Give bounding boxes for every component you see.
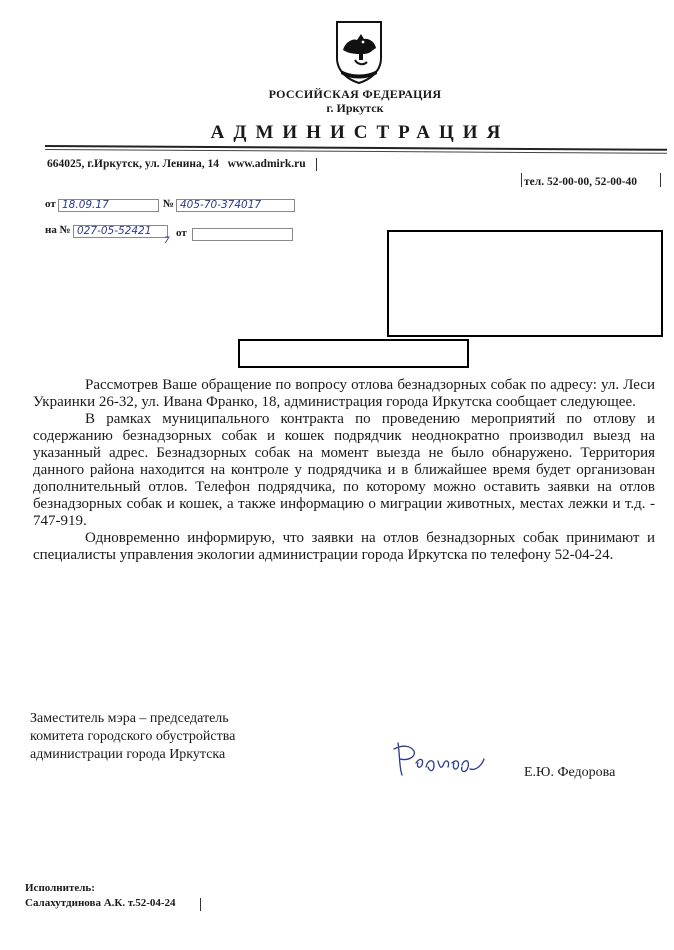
country-name: РОССИЙСКАЯ ФЕДЕРАЦИЯ bbox=[268, 87, 442, 101]
signatory-title-line-3: администрации города Иркутска bbox=[30, 747, 226, 762]
redacted-salutation bbox=[238, 339, 469, 368]
executor-separator bbox=[200, 898, 201, 911]
address-line bbox=[47, 158, 323, 171]
signatory-title-line-1: Заместитель мэра – председатель bbox=[30, 711, 229, 726]
address-separator bbox=[316, 158, 317, 171]
website-link[interactable]: www.admirk.ru bbox=[227, 158, 306, 171]
signatory-name: Е.Ю. Федорова bbox=[524, 765, 616, 780]
date-label: от bbox=[45, 198, 56, 210]
ref-number-label: на № bbox=[45, 224, 71, 236]
redacted-recipient-block bbox=[387, 230, 663, 337]
ref-date-field[interactable] bbox=[192, 228, 293, 241]
irkutsk-coat-of-arms-icon bbox=[333, 20, 385, 84]
signatory-title-line-2: комитета городского обустройства bbox=[30, 729, 236, 744]
executor-label: Исполнитель: bbox=[25, 882, 95, 894]
number-label: № bbox=[163, 198, 175, 210]
body-paragraph-1: Рассмотрев Ваше обращение по вопросу отлова безнадзорных собак по адресу: ул. Леси Украинки 26-32, ул. Ивана Франко, 18, администрация города Иркутска сообщает следующее. bbox=[33, 377, 655, 410]
organization-title: АДМИНИСТРАЦИЯ bbox=[210, 122, 510, 143]
postal-address: 664025, г.Иркутск, ул. Ленина, 14 bbox=[47, 158, 220, 171]
ref-number-suffix: 7 bbox=[164, 236, 170, 246]
city-name: г. Иркутск bbox=[326, 101, 384, 115]
executor-info bbox=[25, 881, 176, 911]
handwritten-signature bbox=[390, 733, 488, 783]
ref-date-label: от bbox=[176, 227, 187, 239]
body-paragraph-2: В рамках муниципального контракта по проведению мероприятий по отлову и содержанию безнадзорных собак и кошек подрядчик неоднократно производил выезд на указанный адрес. Безнадзорных собак на момент выезда не было обнаружено. Территория данного района находится на контроле у подрядчика и в ближайшее время будет организован дополнительный отлов. Телефон подрядчика, по которому можно оставить заявки на отлов безнадзорных собак и кошек, а также информацию о миграции животных, местах лежки и т.д. - 747-919. bbox=[33, 411, 655, 529]
number-field[interactable]: 405-70-374017 bbox=[176, 199, 295, 212]
body-paragraph-3: Одновременно информирую, что заявки на отлов безнадзорных собак принимают и специалисты управления экологии администрации города Иркутска по телефону 52-04-24. bbox=[33, 530, 655, 563]
executor-contact: Салахутдинова А.К. т.52-04-24 bbox=[25, 897, 176, 909]
letter-body bbox=[33, 377, 655, 564]
ref-number-field[interactable]: 027-05-52421 bbox=[73, 225, 168, 238]
date-field[interactable]: 18.09.17 bbox=[58, 199, 159, 212]
phone-numbers: тел. 52-00-00, 52-00-40 bbox=[524, 176, 638, 188]
signatory-title bbox=[30, 710, 235, 764]
